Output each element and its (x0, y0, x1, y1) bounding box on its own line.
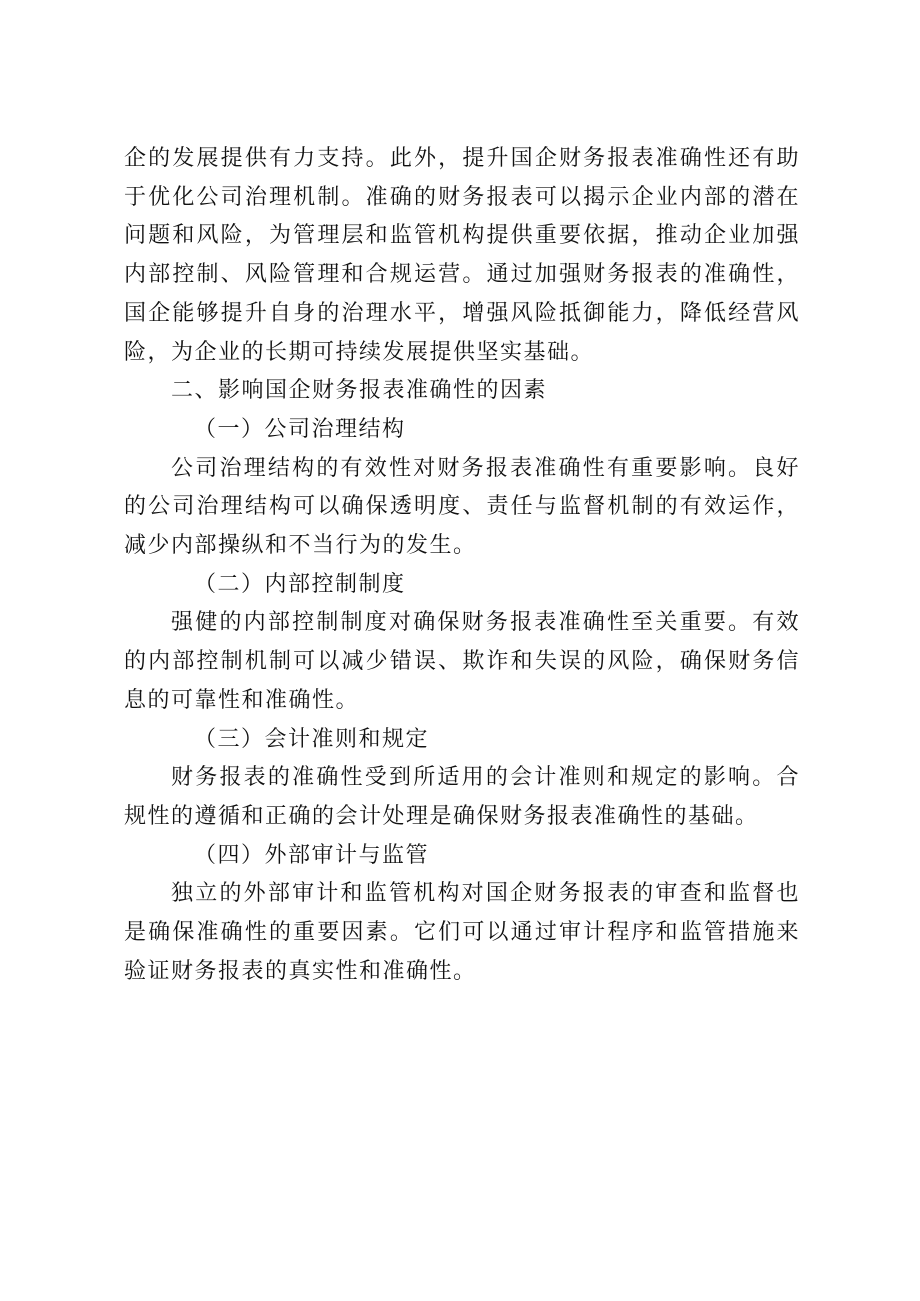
subsection-heading-3: （三）会计准则和规定 (194, 726, 430, 752)
subsection-body-4: 独立的外部审计和监管机构对国企财务报表的审查和监督也是确保准确性的重要因素。它们可以通过审计程序和监管措施来验证财务报表的真实性和准确性。 (124, 881, 800, 984)
subsection-body-3: 财务报表的准确性受到所适用的会计准则和规定的影响。合规性的遵循和正确的会计处理是确保财务报表准确性的基础。 (124, 765, 800, 829)
subsection-heading-4: （四）外部审计与监管 (194, 842, 430, 868)
subsection-heading-1: （一）公司治理结构 (194, 416, 406, 442)
subsection-body-2: 强健的内部控制制度对确保财务报表准确性至关重要。有效的内部控制机制可以减少错误、欺诈和失误的风险，确保财务信息的可靠性和准确性。 (124, 610, 800, 713)
subsection-body-1: 公司治理结构的有效性对财务报表准确性有重要影响。良好的公司治理结构可以确保透明度、责任与监督机制的有效运作，减少内部操纵和不当行为的发生。 (124, 455, 800, 559)
section-heading: 二、影响国企财务报表准确性的因素 (171, 378, 548, 404)
intro-continuation-paragraph: 企的发展提供有力支持。此外，提升国企财务报表准确性还有助于优化公司治理机制。准确的财务报表可以揭示企业内部的潜在问题和风险，为管理层和监管机构提供重要依据，推动企业加强内部控制、风险管理和合规运营。通过加强财务报表的准确性，国企能够提升自身的治理水平，增强风险抵御能力，降低经营风险，为企业的长期可持续发展提供坚实基础。 (124, 146, 800, 365)
subsection-heading-2: （二）内部控制制度 (194, 571, 406, 597)
document-body (124, 140, 800, 991)
